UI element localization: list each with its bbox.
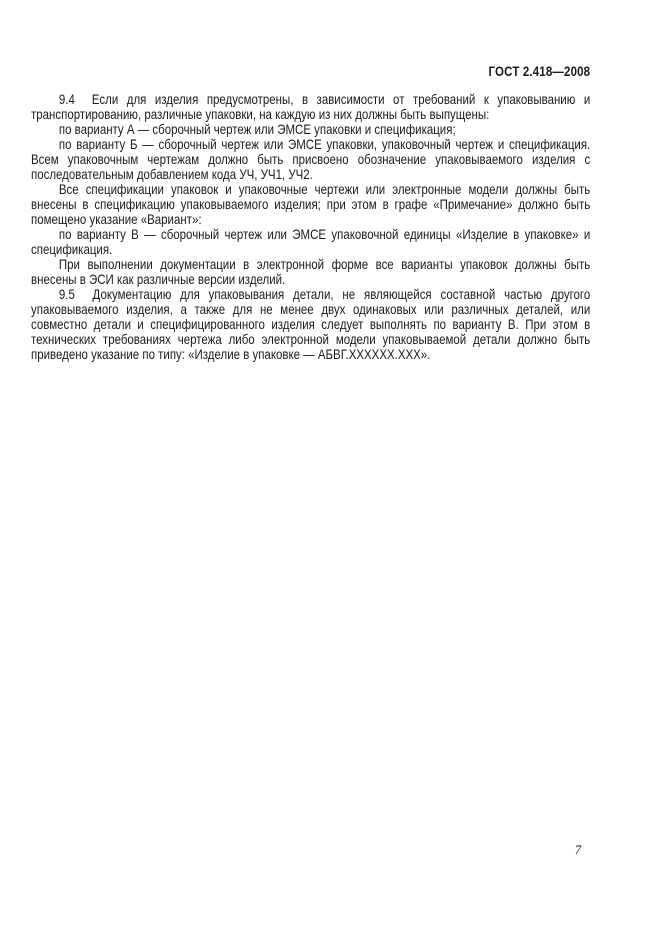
paragraph-specifications: Все спецификации упаковок и упаковочные чертежи или электронные модели должны быть внесены в спецификацию упаковываемого изделия; при этом в графе «Примечание» должно быть помещено указание «Вариант»: xyxy=(31,181,591,227)
paragraph-variant-b: по варианту Б — сборочный чертеж или ЭМСЕ упаковки, упаковочный чертеж и спецификация. Всем упаковочным чертежам должно быть присвоено обозначение упаковываемого изделия с последовательным добавлением кода УЧ, УЧ1, УЧ2. xyxy=(31,136,591,182)
paragraph-9-4: 9.4 Если для изделия предусмотрены, в зависимости от требований к упаковыванию и транспортированию, различные упаковки, на каждую из них должны быть выпущены: xyxy=(31,91,591,122)
page-number: 7 xyxy=(574,843,582,857)
paragraph-9-5: 9.5 Документацию для упаковывания детали, не являющейся составной частью другого упаковываемого изделия, а также для не менее двух одинаковых или различных деталей, или совместно детали и специфицированного изделия следует выполнять по варианту В. При этом в технических требованиях чертежа либо электронной модели упаковываемой детали должно быть приведено указание по типу: «Изделие в упаковке — АБВГ.ХХХХХХ.ХХХ». xyxy=(31,286,591,362)
paragraph-variant-a: по варианту А — сборочный чертеж или ЭМСЕ упаковки и спецификация; xyxy=(58,121,456,137)
paragraph-variant-v: по варианту В — сборочный чертеж или ЭМСЕ упаковочной единицы «Изделие в упаковке» и спецификация. xyxy=(31,226,591,257)
paragraph-electronic-form: При выполнении документации в электронной форме все варианты упаковок должны быть внесены в ЭСИ как различные версии изделий. xyxy=(31,256,591,287)
standard-code-header: ГОСТ 2.418—2008 xyxy=(488,63,591,79)
document-body xyxy=(31,92,590,362)
